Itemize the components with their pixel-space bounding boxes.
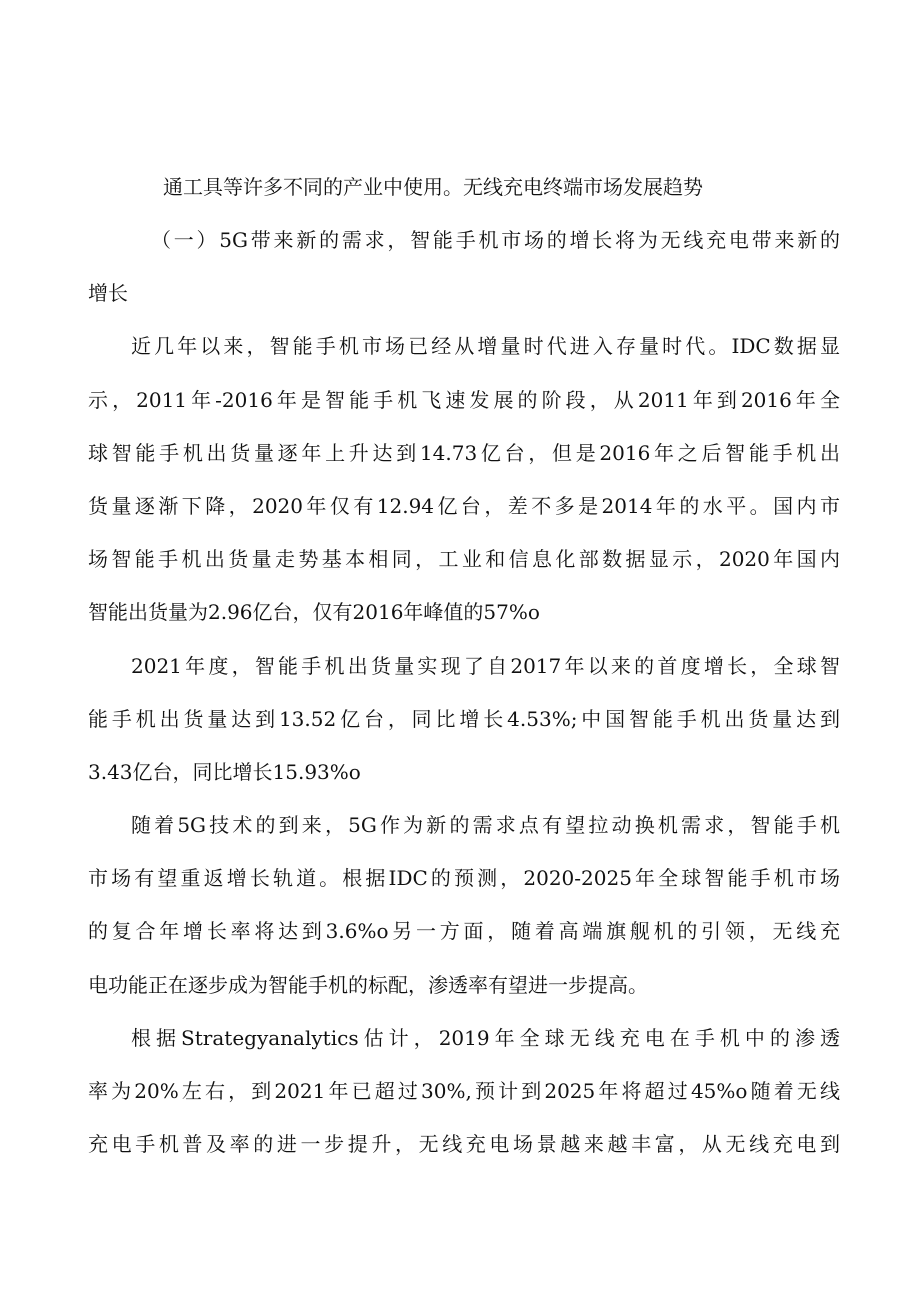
text-line: 示，2011年-2016年是智能手机飞速发展的阶段，从2011年到2016年全 bbox=[88, 388, 840, 412]
section-heading-continued: 增长 bbox=[88, 281, 128, 305]
text-line: 球智能手机出货量逐年上升达到14.73亿台，但是2016年之后智能手机出 bbox=[88, 441, 840, 465]
text-line: 市场有望重返增长轨道。根据IDC的预测，2020-2025年全球智能手机市场 bbox=[88, 866, 840, 890]
text-line: 货量逐渐下降，2020年仅有12.94亿台，差不多是2014年的水平。国内市 bbox=[88, 494, 840, 518]
text-line: 能手机出货量达到13.52亿台，同比增长4.53%;中国智能手机出货量达到 bbox=[88, 707, 840, 731]
section-heading: （一）5G带来新的需求，智能手机市场的增长将为无线充电带来新的 bbox=[151, 228, 840, 252]
text-line: 近几年以来，智能手机市场已经从增量时代进入存量时代。IDC数据显 bbox=[131, 334, 840, 358]
text-line: 3.43亿台，同比增长15.93%o bbox=[88, 760, 361, 784]
text-line: 率为20%左右，到2021年已超过30%,预计到2025年将超过45%o随着无线 bbox=[88, 1079, 840, 1103]
text-line: 电功能正在逐步成为智能手机的标配，渗透率有望进一步提高。 bbox=[88, 973, 648, 997]
text-line: 2021年度，智能手机出货量实现了自2017年以来的首度增长，全球智 bbox=[131, 654, 840, 678]
text-line: 根据Strategyanalytics估计，2019年全球无线充电在手机中的渗透 bbox=[131, 1026, 840, 1050]
text-line: 场智能手机出货量走势基本相同，工业和信息化部数据显示，2020年国内 bbox=[88, 547, 840, 571]
text-line: 随着5G技术的到来，5G作为新的需求点有望拉动换机需求，智能手机 bbox=[131, 813, 840, 837]
text-line: 充电手机普及率的进一步提升，无线充电场景越来越丰富，从无线充电到 bbox=[88, 1132, 840, 1156]
text-line: 的复合年增长率将达到3.6%o另一方面，随着高端旗舰机的引领，无线充 bbox=[88, 919, 840, 943]
text-line: 智能出货量为2.96亿台，仅有2016年峰值的57%o bbox=[88, 600, 540, 624]
text-line: 通工具等许多不同的产业中使用。无线充电终端市场发展趋势 bbox=[163, 175, 703, 199]
